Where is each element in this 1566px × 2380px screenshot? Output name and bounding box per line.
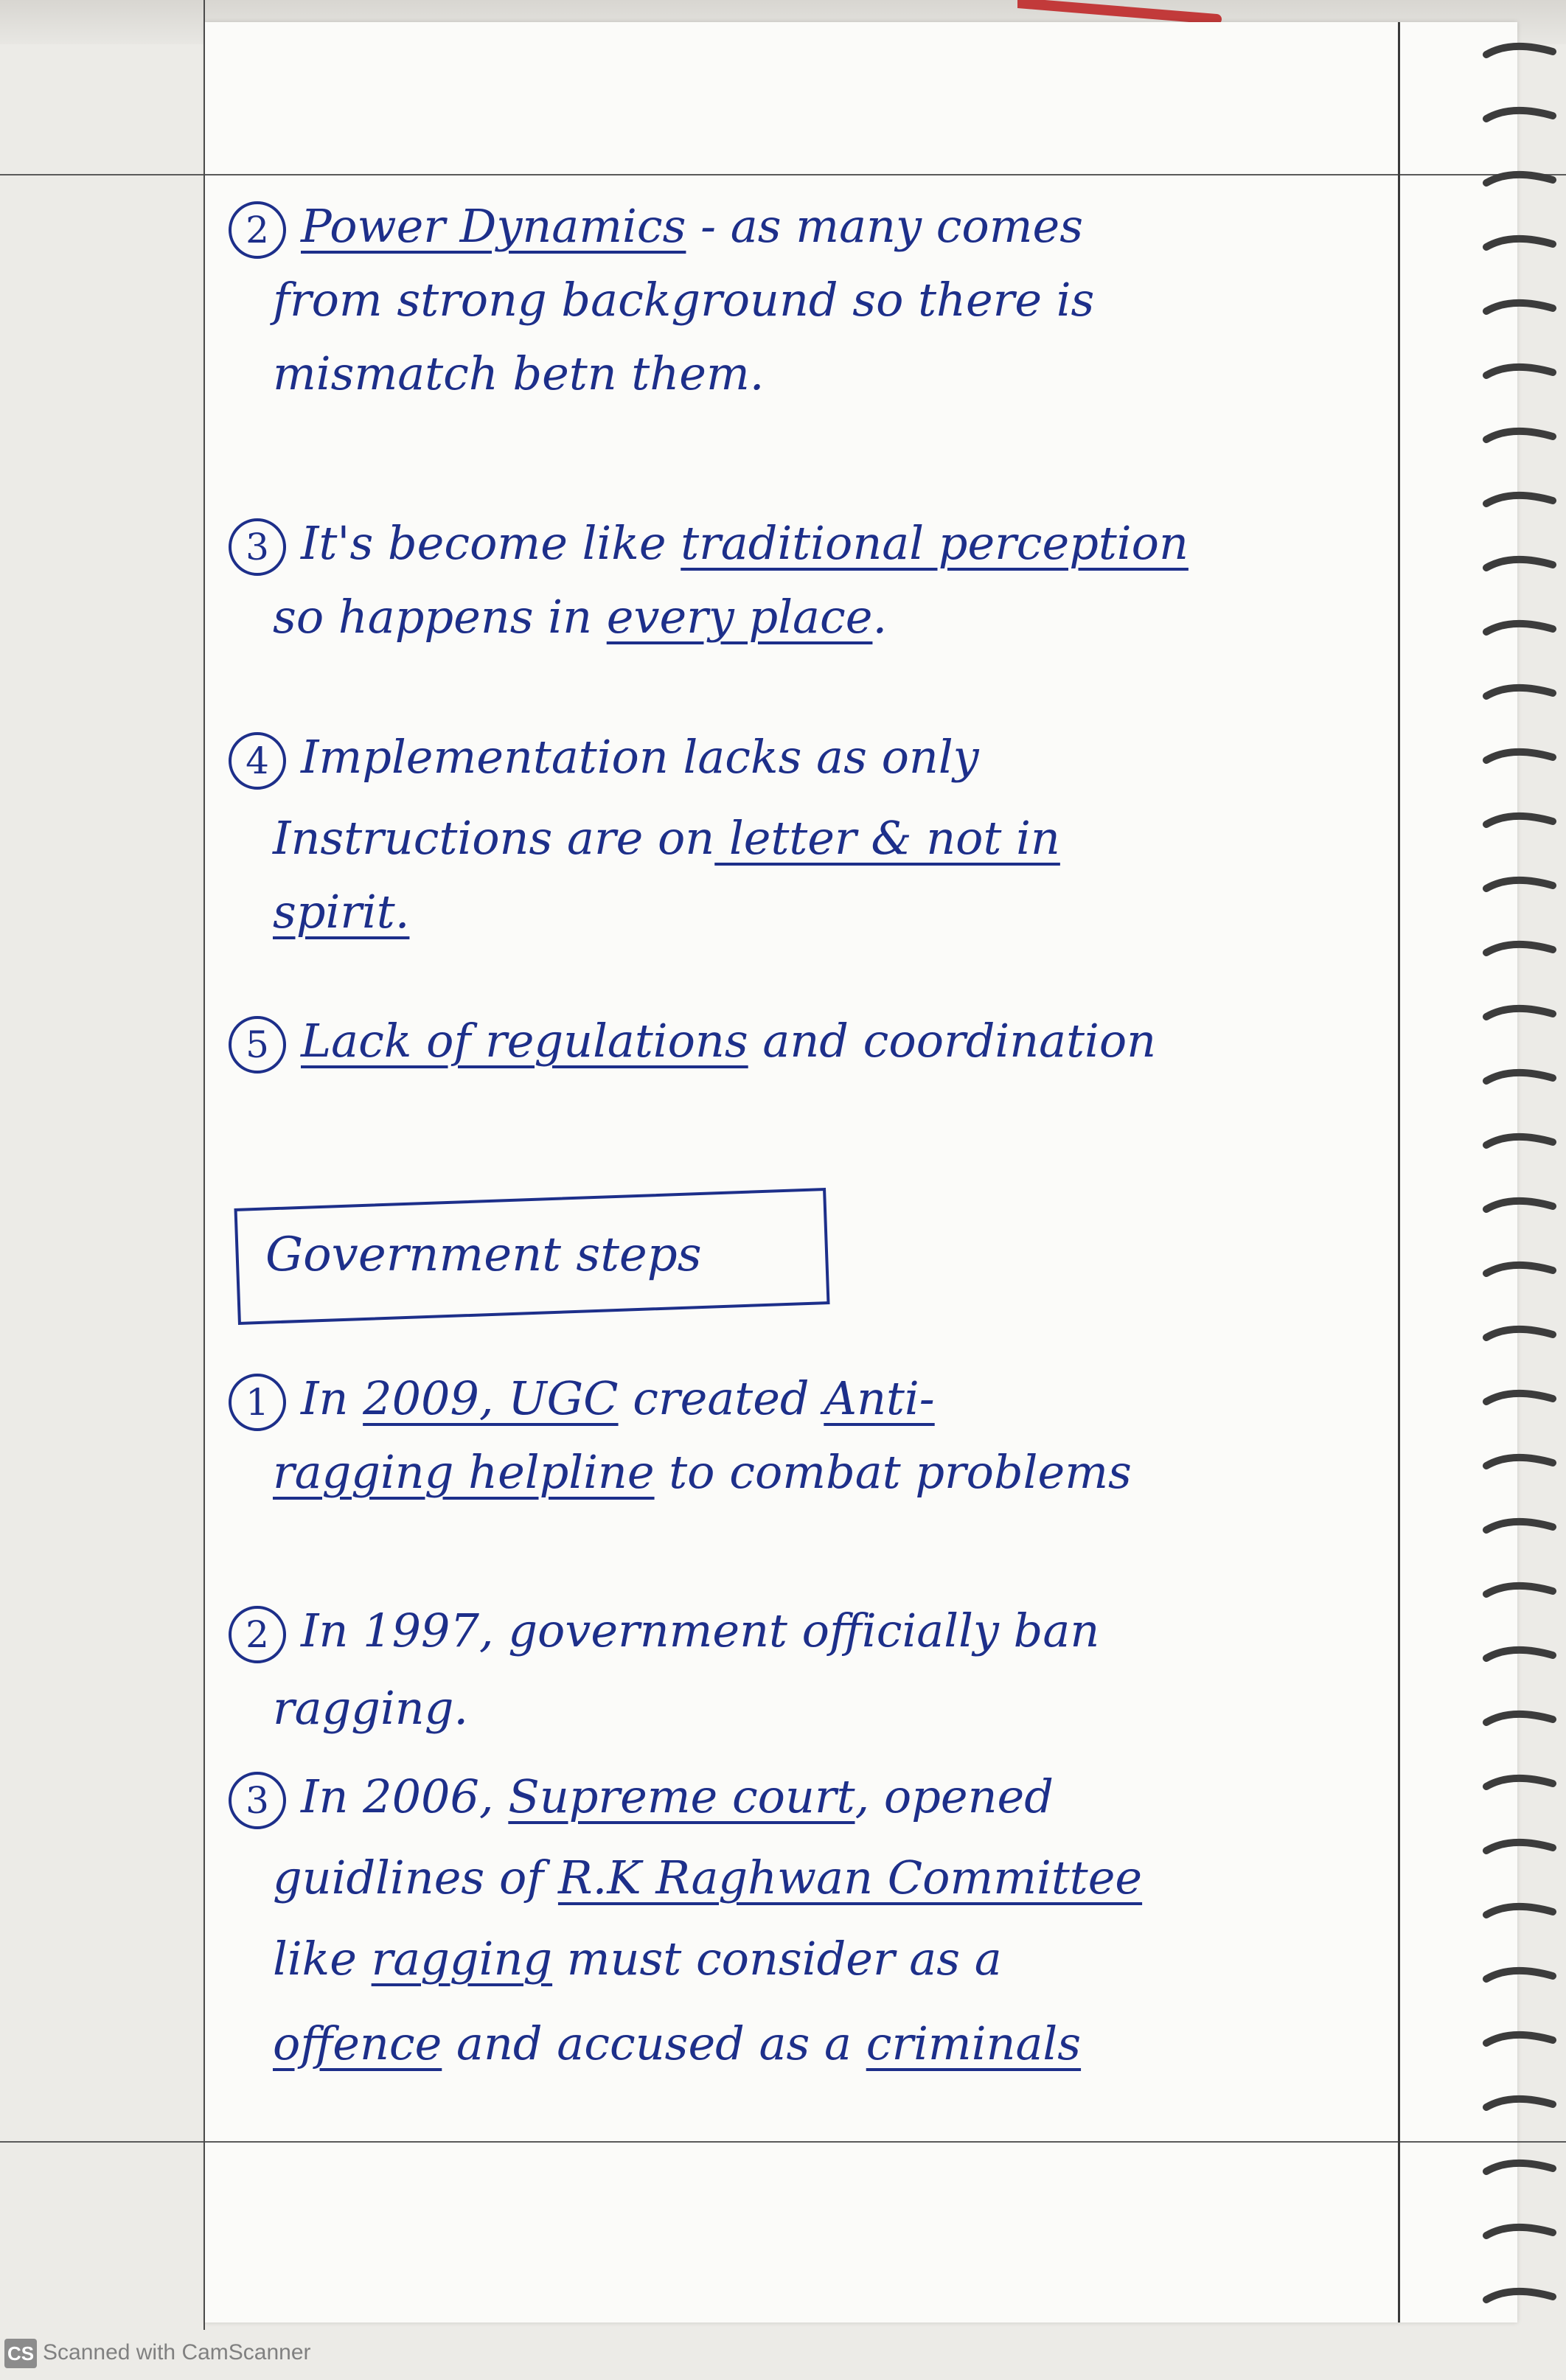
page-right-edge [1398,22,1400,2322]
spiral-ring [1486,1137,1553,1145]
text-segment: so happens in [273,590,607,644]
spiral-ring [1486,239,1553,247]
step-1-line [273,1445,1132,1499]
spiral-binding-icon [1482,22,1566,2337]
watermark-text: Scanned with CamScanner [43,2339,311,2365]
spiral-ring [1486,1265,1553,1273]
spiral-ring [1486,688,1553,696]
step-1-line [229,1371,935,1431]
point-number-badge: 5 [229,1016,286,1074]
text-segment: offence [273,2017,442,2070]
spiral-ring [1486,2163,1553,2171]
text-segment: must consider as a [552,1932,1002,1986]
text-segment: ragging [371,1932,553,1986]
point-5-line [229,1014,1156,1074]
text-segment: criminals [866,2017,1082,2070]
spiral-ring [1486,1201,1553,1209]
text-segment: letter & not in [714,811,1060,865]
spiral-ring [1486,367,1553,375]
spiral-ring [1486,944,1553,953]
spiral-ring [1486,1843,1553,1851]
text-segment: In 1997, government officially ban [301,1604,1100,1657]
spiral-ring [1486,2099,1553,2107]
spiral-ring [1486,431,1553,439]
text-segment: to combat problems [654,1445,1132,1499]
step-3-line [229,1770,1054,1829]
point-3-line [273,590,887,644]
step-3-line [273,1932,1002,1986]
text-segment: Anti- [824,1371,935,1425]
spiral-ring [1486,1522,1553,1530]
text-segment: It's become like [301,516,681,570]
spiral-ring [1486,880,1553,888]
spiral-ring [1486,2292,1553,2300]
text-segment: Supreme court [508,1770,855,1823]
spiral-ring [1486,1778,1553,1786]
spiral-ring [1486,175,1553,183]
text-segment: In [301,1371,363,1425]
text-segment: . [872,590,888,644]
top-margin-line [0,174,1566,175]
spiral-ring [1486,1009,1553,1017]
spiral-ring [1486,2227,1553,2235]
spiral-ring [1486,111,1553,119]
spiral-ring [1486,1907,1553,1915]
text-segment: ragging. [273,1681,469,1735]
scanner-watermark [4,2339,311,2368]
text-segment: from strong background so there is [273,273,1095,327]
point-2-line [229,199,1083,259]
spiral-ring [1486,2035,1553,2043]
point-3-line [229,516,1189,576]
point-4-line [273,885,409,939]
spiral-ring [1486,560,1553,568]
point-number-badge: 4 [229,732,286,790]
spiral-ring [1486,1586,1553,1594]
text-segment: like [273,1932,372,1986]
text-segment: Lack of regulations [301,1014,748,1068]
point-4-line [229,730,979,790]
text-segment: Instructions are on [273,811,715,865]
point-2-line [273,273,1094,327]
step-number-badge: 1 [229,1374,286,1431]
spiral-ring [1486,303,1553,311]
text-segment: traditional perception [681,516,1189,570]
step-2-line [229,1604,1099,1663]
spiral-ring [1486,1714,1553,1722]
spiral-ring [1486,1458,1553,1466]
spiral-ring [1486,1329,1553,1337]
spiral-ring [1486,495,1553,504]
point-4-line [273,811,1060,865]
spiral-ring [1486,46,1553,55]
spiral-ring [1486,1073,1553,1081]
spiral-ring [1486,1650,1553,1658]
spiral-ring [1486,624,1553,632]
camscanner-logo-icon: CS [4,2339,37,2368]
step-3-line [273,1851,1142,1904]
point-number-badge: 3 [229,518,286,576]
text-segment: guidlines of [273,1851,558,1904]
text-segment: every place [606,590,873,644]
spiral-ring [1486,816,1553,824]
text-segment: Power Dynamics [301,199,686,253]
spiral-ring [1486,1971,1553,1979]
step-3-line [273,2017,1081,2070]
text-segment: Implementation lacks as only [301,730,979,784]
pen-icon [1017,0,1224,22]
text-segment: In 2006, [301,1770,509,1823]
spiral-ring [1486,1393,1553,1402]
text-segment: and accused as a [442,2017,866,2070]
step-2-line [273,1681,468,1735]
text-segment: - as many comes [686,199,1084,253]
text-segment: mismatch betn them. [273,347,765,400]
text-segment: and coordination [748,1014,1157,1068]
text-segment: , opened [855,1770,1054,1823]
text-segment: created [618,1371,824,1425]
point-number-badge: 2 [229,201,286,259]
step-number-badge: 3 [229,1772,286,1829]
text-segment: spirit. [273,885,410,939]
spiral-ring [1486,752,1553,760]
left-margin-line [203,0,205,2330]
text-segment: R.K Raghwan Committee [557,1851,1143,1904]
section-heading: Government steps [265,1228,702,1282]
bottom-margin-line [0,2141,1566,2143]
point-2-line [273,347,764,400]
text-segment: 2009, UGC [363,1371,619,1425]
step-number-badge: 2 [229,1606,286,1663]
text-segment: ragging helpline [273,1445,655,1499]
